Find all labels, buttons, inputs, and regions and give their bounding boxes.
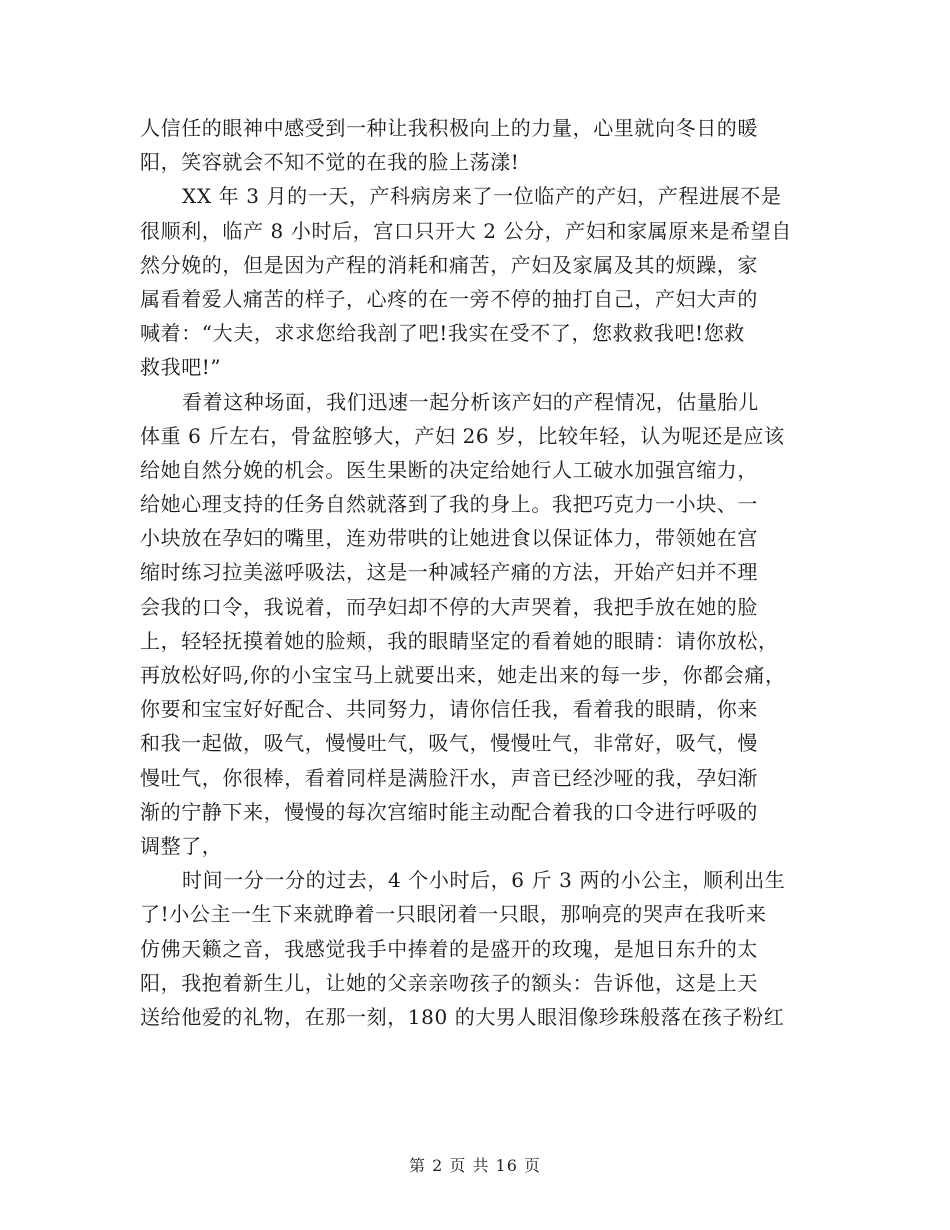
text-line: 再放松好吗,你的小宝宝马上就要出来，她走出来的每一步，你都会痛， (140, 663, 786, 687)
text-line: 阳，笑容就会不知不觉的在我的脸上荡漾! (140, 150, 520, 175)
text-line: 然分娩的，但是因为产程的消耗和痛苦，产妇及家属及其的烦躁，家 (140, 252, 758, 277)
text-line: 时间一分一分的过去，4 个小时后，6 斤 3 两的小公主，顺利出生 (182, 868, 786, 893)
body-text (140, 111, 812, 1034)
text-line: 很顺利，临产 8 小时后，宫口只开大 2 公分，产妇和家属原来是希望自 (140, 218, 792, 243)
text-line: 给她自然分娩的机会。医生果断的决定给她行人工破水加强宫缩力， (140, 457, 758, 482)
text-line: 仿佛天籁之音，我感觉我手中捧着的是盛开的玫瑰，是旭日东升的太 (140, 936, 758, 961)
text-line: 了!小公主一生下来就睁着一只眼闭着一只眼，那响亮的哭声在我听来 (140, 902, 767, 927)
text-line: 属看着爱人痛苦的样子，心疼的在一旁不停的抽打自己，产妇大声的 (140, 286, 758, 311)
text-line: 慢吐气，你很棒，看着同样是满脸汗水，声音已经沙哑的我，孕妇渐 (140, 765, 758, 790)
text-line: 送给他爱的礼物，在那一刻，180 的大男人眼泪像珍珠般落在孩子粉红 (140, 1004, 785, 1029)
text-line: 和我一起做，吸气，慢慢吐气，吸气，慢慢吐气，非常好，吸气，慢 (140, 731, 758, 756)
text-line: 人信任的眼神中感受到一种让我积极向上的力量，心里就向冬日的暖 (140, 116, 758, 140)
text-line: 喊着：“大夫，求求您给我剖了吧!我实在受不了，您救救我吧!您救 (140, 321, 745, 346)
text-line: 渐的宁静下来，慢慢的每次宫缩时能主动配合着我的口令进行呼吸的 (140, 799, 758, 824)
text-line: 救我吧!” (140, 355, 222, 380)
text-line: 调整了， (140, 833, 223, 858)
page-footer: 第 2 页 共 16 页 (409, 1156, 541, 1175)
text-line: 你要和宝宝好好配合、共同努力，请你信任我，看着我的眼睛，你来 (140, 697, 758, 722)
text-line: 体重 6 斤左右，骨盆腔够大，产妇 26 岁，比较年轻，认为呢还是应该 (140, 423, 785, 448)
text-line: 会我的口令，我说着，而孕妇却不停的大声哭着，我把手放在她的脸 (140, 594, 758, 619)
text-line: XX 年 3 月的一天，产科病房来了一位临产的产妇，产程进展不是 (182, 184, 782, 209)
text-line: 给她心理支持的任务自然就落到了我的身上。我把巧克力一小块、一 (140, 492, 758, 517)
text-line: 上，轻轻抚摸着她的脸颊，我的眼睛坚定的看着她的眼睛：请你放松， (140, 628, 779, 653)
text-line: 小块放在孕妇的嘴里，连劝带哄的让她进食以保证体力，带领她在宫 (140, 526, 758, 551)
text-line: 阳，我抱着新生儿，让她的父亲亲吻孩子的额头：告诉他，这是上天 (140, 970, 758, 995)
text-line: 缩时练习拉美滋呼吸法，这是一种减轻产痛的方法，开始产妇并不理 (140, 560, 758, 585)
text-line: 看着这种场面，我们迅速一起分析该产妇的产程情况，估量胎儿 (182, 389, 759, 414)
